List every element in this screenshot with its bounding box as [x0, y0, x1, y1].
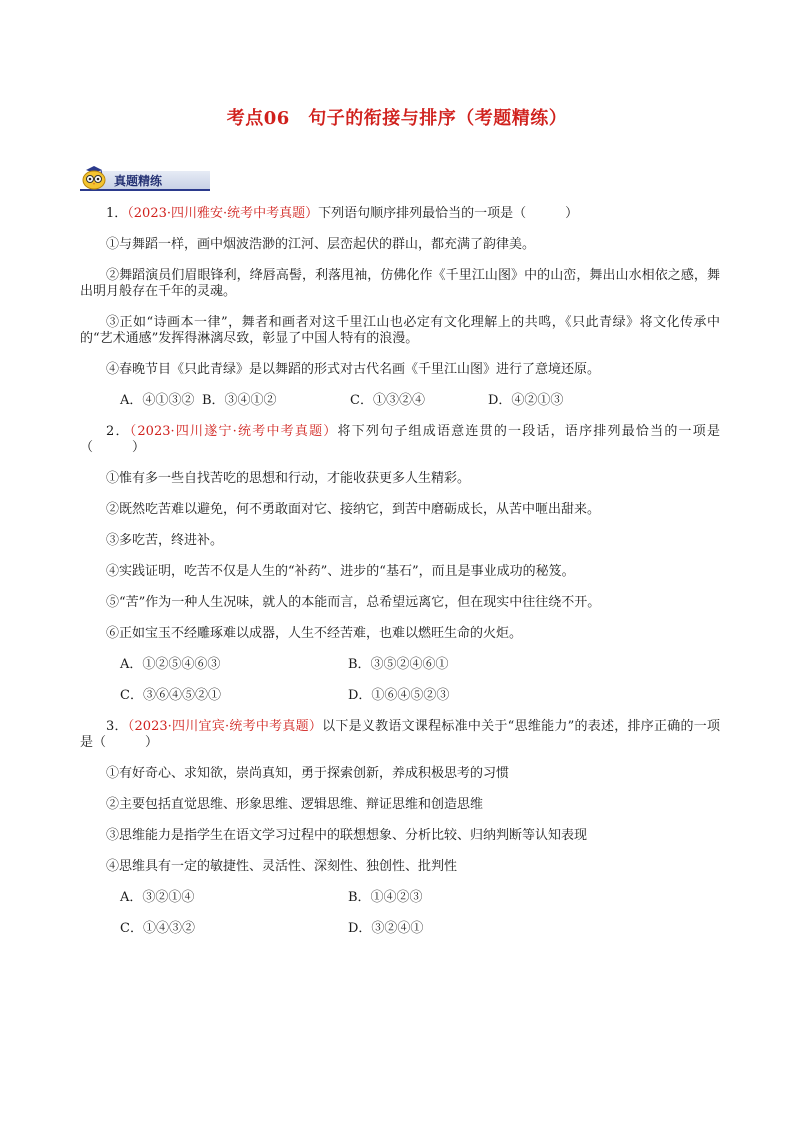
question-3-option-b[interactable]: B．①④②③: [348, 890, 423, 905]
question-2-option-c[interactable]: C．③⑥④⑤②①: [120, 688, 221, 703]
question-1-item-1: ①与舞蹈一样，画中烟波浩渺的江河、层峦起伏的群山，都充满了韵律美。: [106, 237, 536, 252]
section-header: [80, 163, 210, 193]
question-1-item-3: ③正如“诗画本一律”，舞者和画者对这千里江山也必定有文化理解上的共鸣，《只此青绿》将文化传承中的“艺术通感”发挥得淋漓尽致，彰显了中国人特有的浪漫。: [80, 315, 720, 346]
question-2-item-1: ①惟有多一些自找苦吃的思想和行动，才能收获更多人生精彩。: [106, 471, 471, 486]
owl-icon: [80, 163, 108, 191]
page-title: 考点06 句子的衔接与排序（考题精练）: [226, 108, 568, 129]
question-2-item-5: ⑤“苦”作为一种人生况味，就人的本能而言，总希望远离它，但在现实中往往绕不开。: [106, 595, 601, 610]
question-2-option-a[interactable]: A．①②⑤④⑥③: [120, 657, 221, 672]
question-list: [80, 206, 720, 952]
question-2-item-3: ③多吃苦，终进补。: [106, 533, 224, 548]
question-3-options-row-2: [80, 921, 720, 937]
question-1-options: [80, 393, 720, 409]
question-2-source: （2023·四川遂宁·统考中考真题）: [129, 424, 338, 439]
question-1-option-a[interactable]: A．④①③②: [120, 393, 195, 408]
question-3-source: （2023·四川宜宾·统考中考真题）: [127, 719, 323, 734]
question-1-item-2: ②舞蹈演员们眉眼锋利，绛唇高髻，利落甩袖，仿佛化作《千里江山图》中的山峦，舞出山水相依之感，舞出明月般存在千年的灵魂。: [80, 268, 720, 299]
question-3-option-a[interactable]: A．③②①④: [120, 890, 195, 905]
question-3-item-1: ①有好奇心、求知欲，崇尚真知，勇于探索创新，养成积极思考的习惯: [106, 766, 510, 781]
question-3-options-row-1: [80, 890, 720, 906]
question-2-item-6: ⑥正如宝玉不经雕琢难以成器，人生不经苦难，也难以燃旺生命的火炬。: [106, 626, 523, 641]
question-2-options-row-1: [80, 657, 720, 673]
question-1-item-4: ④春晚节目《只此青绿》是以舞蹈的形式对古代名画《千里江山图》进行了意境还原。: [106, 362, 601, 377]
question-2-option-d[interactable]: D．①⑥④⑤②③: [348, 688, 450, 703]
question-3-option-c[interactable]: C．①④③②: [120, 921, 195, 936]
question-1-option-c[interactable]: C．①③②④: [350, 393, 425, 408]
question-3-item-3: ③思维能力是指学生在语文学习过程中的联想想象、分析比较、归纳判断等认知表现: [106, 828, 588, 843]
question-2-item-4: ④实践证明，吃苦不仅是人生的“补药”、进步的“基石”，而且是事业成功的秘笈。: [106, 564, 575, 579]
question-2-option-b[interactable]: B．③⑤②④⑥①: [348, 657, 449, 672]
question-3-item-2: ②主要包括直觉思维、形象思维、逻辑思维、辩证思维和创造思维: [106, 797, 484, 812]
section-label: 真题精练: [114, 174, 163, 188]
question-3-stem: 3．（2023·四川宜宾·统考中考真题）以下是义教语文课程标准中关于“思维能力”的表述，排序正确的一项是（ ）: [80, 719, 720, 750]
question-2-stem: 2．（2023·四川遂宁·统考中考真题）将下列句子组成语意连贯的一段话，语序排列最恰当的一项是（ ）: [80, 424, 720, 455]
question-1-option-b[interactable]: B．③④①②: [202, 393, 277, 408]
question-2-options-row-2: [80, 688, 720, 704]
question-3-option-d[interactable]: D．③②④①: [348, 921, 424, 936]
question-1-stem: 1．（2023·四川雅安·统考中考真题）下列语句顺序排列最恰当的一项是（ ）: [106, 206, 579, 221]
question-1-source: （2023·四川雅安·统考中考真题）: [127, 206, 319, 221]
question-1-option-d[interactable]: D．④②①③: [488, 393, 564, 408]
question-2-item-2: ②既然吃苦难以避免，何不勇敢面对它、接纳它，到苦中磨砺成长，从苦中咂出甜来。: [106, 502, 601, 517]
question-3-item-4: ④思维具有一定的敏捷性、灵活性、深刻性、独创性、批判性: [106, 859, 458, 874]
